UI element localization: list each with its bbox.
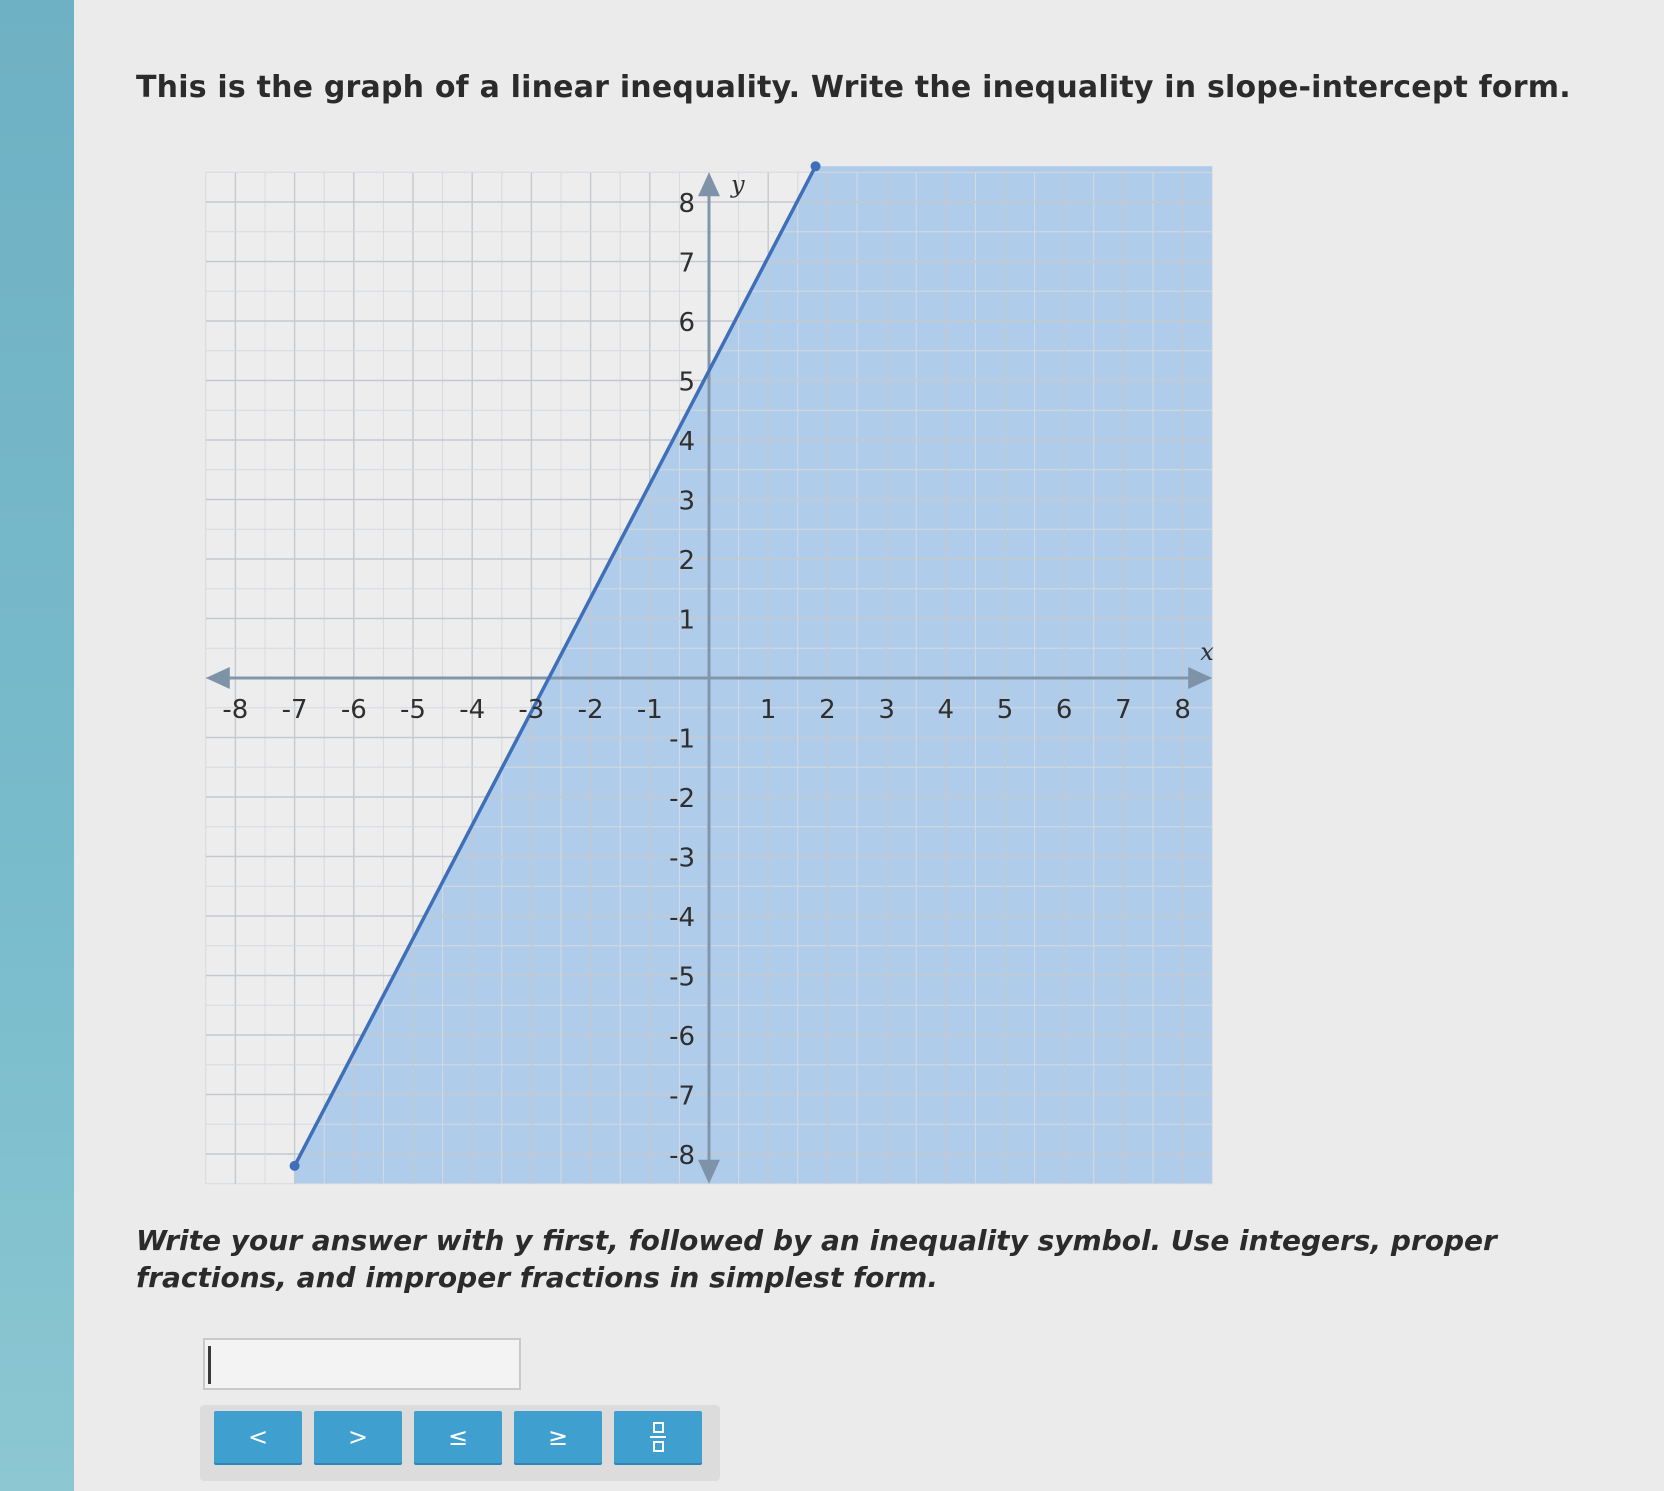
y-tick-label: -6 [669, 1022, 695, 1052]
y-tick-label: 2 [678, 546, 695, 576]
y-tick-label: 3 [678, 486, 695, 517]
x-axis-label: x [1200, 638, 1214, 666]
y-tick-label: 6 [678, 308, 695, 338]
y-tick-label: 8 [678, 189, 695, 219]
x-tick-label: -7 [281, 695, 308, 725]
answer-input-box[interactable] [203, 1338, 521, 1390]
x-tick-label: -6 [340, 695, 367, 725]
y-tick-label: 4 [678, 427, 695, 457]
x-tick-label: 2 [819, 695, 836, 725]
answer-input[interactable] [205, 1340, 519, 1388]
left-accent-strip [0, 0, 74, 1491]
less-or-equal-button[interactable]: ≤ [414, 1411, 502, 1463]
y-tick-label: -7 [669, 1081, 695, 1112]
y-tick-label: -2 [669, 784, 695, 814]
less-than-button[interactable]: < [214, 1411, 302, 1463]
y-tick-label: -4 [669, 903, 695, 933]
x-tick-label: -2 [577, 695, 604, 725]
y-tick-label: -3 [669, 843, 695, 874]
y-tick-label: -5 [669, 962, 695, 993]
x-tick-label: -4 [459, 695, 486, 725]
fraction-icon [650, 1422, 666, 1452]
greater-than-button[interactable]: > [314, 1411, 402, 1463]
text-cursor [208, 1346, 211, 1384]
y-tick-label: 1 [678, 605, 695, 636]
answer-instructions: Write your answer with y first, followed by an inequality symbol. Use integers, proper fractions, and improper fractions in simplest form. [136, 1224, 1497, 1294]
x-tick-label: 7 [1115, 695, 1132, 725]
x-tick-label: 4 [937, 695, 955, 725]
x-tick-label: 5 [996, 695, 1014, 725]
boundary-line-end [811, 161, 821, 171]
x-tick-label: -8 [222, 695, 249, 725]
x-tick-label: -1 [636, 695, 663, 725]
x-tick-label: 6 [1055, 695, 1073, 725]
x-tick-label: 8 [1174, 695, 1191, 725]
y-tick-label: 7 [678, 248, 695, 279]
x-tick-label: 1 [759, 695, 777, 725]
y-axis-label: y [731, 170, 745, 199]
y-tick-label: -8 [669, 1141, 695, 1171]
x-tick-label: 3 [878, 695, 895, 725]
fraction-button[interactable] [614, 1411, 702, 1463]
inequality-graph [195, 140, 1214, 1175]
y-tick-label: -1 [669, 724, 695, 755]
y-tick-label: 5 [678, 367, 695, 398]
x-tick-label: -5 [400, 695, 426, 725]
symbol-toolbar [200, 1405, 720, 1481]
x-tick-label: -3 [518, 695, 545, 725]
greater-or-equal-button[interactable]: ≥ [514, 1411, 602, 1463]
question-prompt: This is the graph of a linear inequality. Write the inequality in slope-intercept form. [136, 70, 1571, 105]
boundary-line-end [290, 1161, 300, 1171]
